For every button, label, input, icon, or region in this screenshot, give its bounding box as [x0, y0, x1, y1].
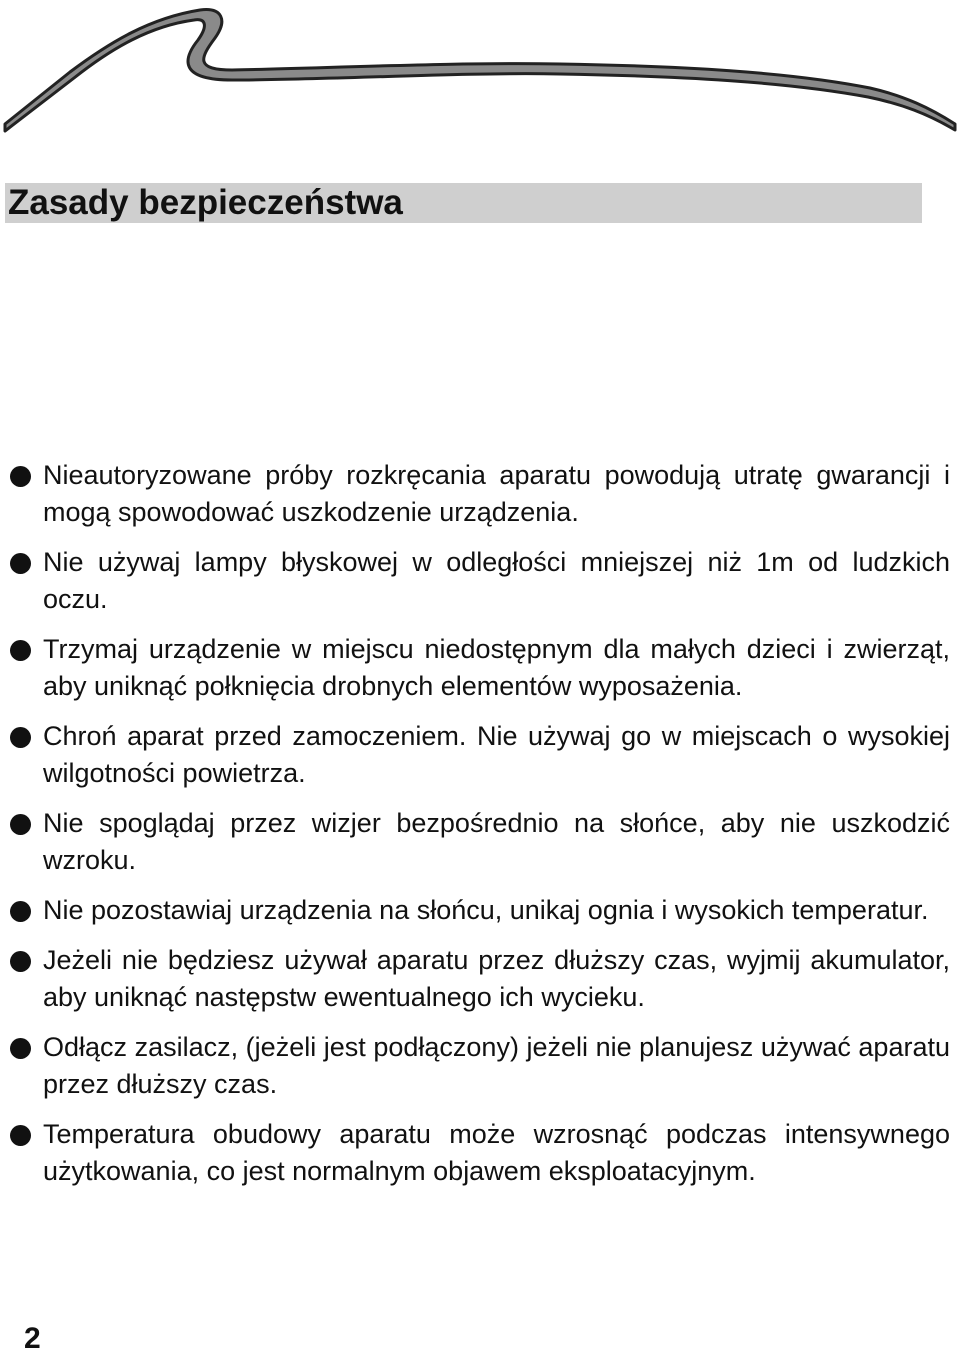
list-item	[10, 457, 950, 531]
rule-text: Nie używaj lampy błyskowej w odległości mniejszej niż 1m od ludzkich oczu.	[43, 547, 950, 614]
rule-text: Trzymaj urządzenie w miejscu niedostępnym dla małych dzieci i zwierząt, aby uniknąć połknięcia drobnych elementów wyposażenia.	[43, 634, 950, 701]
list-item	[10, 1116, 950, 1190]
list-item	[10, 892, 950, 929]
list-item	[10, 1029, 950, 1103]
bullet-dot-icon	[10, 553, 31, 574]
rule-text: Nie pozostawiaj urządzenia na słońcu, unikaj ognia i wysokich temperatur.	[43, 895, 929, 925]
bullet-dot-icon	[10, 951, 31, 972]
bullet-dot-icon	[10, 727, 31, 748]
page-number: 2	[24, 1322, 41, 1355]
rule-text: Chroń aparat przed zamoczeniem. Nie używaj go w miejscach o wysokiej wilgotności powietrza.	[43, 721, 950, 788]
rule-text: Nieautoryzowane próby rozkręcania aparatu powodują utratę gwarancji i mogą spowodować uszkodzenie urządzenia.	[43, 460, 950, 527]
page-title: Zasady bezpieczeństwa	[8, 183, 403, 222]
rule-text: Jeżeli nie będziesz używał aparatu przez dłuższy czas, wyjmij akumulator, aby uniknąć następstw ewentualnego ich wycieku.	[43, 945, 950, 1012]
list-item	[10, 805, 950, 879]
rule-text: Odłącz zasilacz, (jeżeli jest podłączony) jeżeli nie planujesz używać aparatu przez dłuższy czas.	[43, 1032, 950, 1099]
bullet-dot-icon	[10, 640, 31, 661]
list-item	[10, 942, 950, 1016]
list-item	[10, 631, 950, 705]
bullet-dot-icon	[10, 1038, 31, 1059]
bullet-dot-icon	[10, 1125, 31, 1146]
safety-rules-list	[10, 457, 950, 1203]
bullet-dot-icon	[10, 466, 31, 487]
bullet-dot-icon	[10, 814, 31, 835]
bullet-dot-icon	[10, 901, 31, 922]
list-item	[10, 544, 950, 618]
section-title-bar	[5, 183, 922, 223]
rule-text: Temperatura obudowy aparatu może wzrosnąć podczas intensywnego użytkowania, co jest normalnym objawem eksploatacyjnym.	[43, 1119, 950, 1186]
decorative-swoosh	[0, 0, 960, 140]
rule-text: Nie spoglądaj przez wizjer bezpośrednio na słońce, aby nie uszkodzić wzroku.	[43, 808, 950, 875]
list-item	[10, 718, 950, 792]
